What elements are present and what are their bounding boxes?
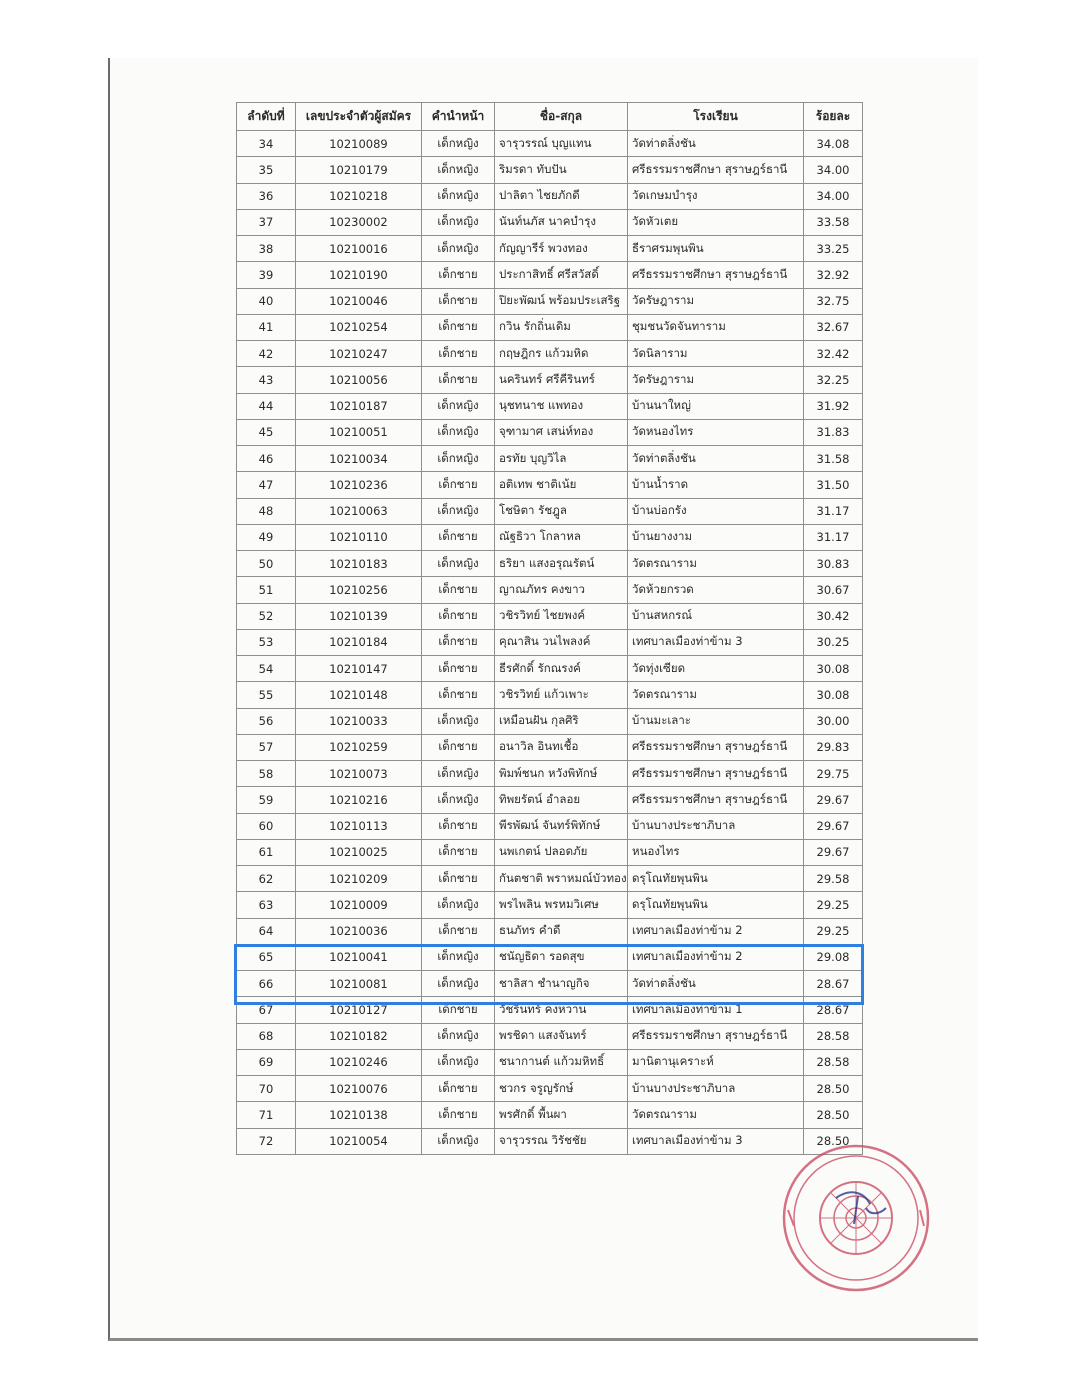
table-row — [237, 524, 863, 550]
highlight-box — [234, 944, 864, 1005]
cell-school: วัดท่าตลิ่งชัน — [628, 131, 804, 157]
cell-school: วัดทุ่งเซียด — [628, 656, 804, 682]
cell-applicant-id: 10210246 — [296, 1049, 422, 1075]
cell-percent: 30.00 — [804, 708, 863, 734]
table-row — [237, 1049, 863, 1075]
cell-order: 57 — [237, 734, 296, 760]
cell-order: 52 — [237, 603, 296, 629]
table-row — [237, 498, 863, 524]
cell-percent: 29.25 — [804, 918, 863, 944]
cell-full-name: พีรพัฒน์ จันทร์พิทักษ์ — [495, 813, 628, 839]
cell-full-name: ธีรศักดิ์ รักณรงค์ — [495, 656, 628, 682]
cell-order: 56 — [237, 708, 296, 734]
cell-school: วัดห้วยกรวด — [628, 577, 804, 603]
cell-order: 59 — [237, 787, 296, 813]
cell-school: หนองไทร — [628, 839, 804, 865]
cell-school: บ้านสหกรณ์ — [628, 603, 804, 629]
cell-applicant-id: 10210110 — [296, 524, 422, 550]
cell-percent: 29.75 — [804, 761, 863, 787]
cell-school: มานิตานุเคราะห์ — [628, 1049, 804, 1075]
cell-applicant-id: 10210051 — [296, 419, 422, 445]
cell-order: 38 — [237, 236, 296, 262]
table-row — [237, 288, 863, 314]
cell-prefix: เด็กหญิง — [422, 892, 495, 918]
cell-order: 42 — [237, 341, 296, 367]
cell-full-name: ญาณภัทร คงขาว — [495, 577, 628, 603]
cell-full-name: ชนากานต์ แก้วมหิทธิ์ — [495, 1049, 628, 1075]
cell-applicant-id: 10210179 — [296, 157, 422, 183]
cell-order: 50 — [237, 551, 296, 577]
header-order: ลำดับที่ — [237, 103, 296, 131]
cell-full-name: ชวกร จรูญรักษ์ — [495, 1076, 628, 1102]
cell-school: เทศบาลเมืองท่าข้าม 3 — [628, 629, 804, 655]
cell-order: 48 — [237, 498, 296, 524]
table-row — [237, 157, 863, 183]
cell-applicant-id: 10210216 — [296, 787, 422, 813]
cell-order: 35 — [237, 157, 296, 183]
cell-full-name: อรทัย บุญวิไล — [495, 446, 628, 472]
cell-school: ศรีธรรมราชศึกษา สุราษฎร์ธานี — [628, 1023, 804, 1049]
cell-percent: 30.42 — [804, 603, 863, 629]
cell-prefix: เด็กหญิง — [422, 1023, 495, 1049]
cell-order: 45 — [237, 419, 296, 445]
table-row — [237, 236, 863, 262]
table-row — [237, 918, 863, 944]
cell-full-name: จุฑามาศ เสน่ห์ทอง — [495, 419, 628, 445]
cell-school: วัดตรณาราม — [628, 1102, 804, 1128]
cell-prefix: เด็กชาย — [422, 1102, 495, 1128]
cell-prefix: เด็กชาย — [422, 1076, 495, 1102]
cell-prefix: เด็กหญิง — [422, 551, 495, 577]
cell-order: 66 — [237, 971, 296, 997]
table-row — [237, 708, 863, 734]
cell-school: วัดนิลาราม — [628, 341, 804, 367]
cell-prefix: เด็กชาย — [422, 656, 495, 682]
cell-prefix: เด็กชาย — [422, 524, 495, 550]
cell-full-name: นันท์นภัส นาคบำรุง — [495, 209, 628, 235]
cell-applicant-id: 10210063 — [296, 498, 422, 524]
cell-prefix: เด็กชาย — [422, 918, 495, 944]
cell-prefix: เด็กหญิง — [422, 498, 495, 524]
table-row — [237, 1076, 863, 1102]
cell-applicant-id: 10210033 — [296, 708, 422, 734]
cell-school: ดรุโณทัยพุนพิน — [628, 892, 804, 918]
cell-order: 37 — [237, 209, 296, 235]
cell-applicant-id: 10210190 — [296, 262, 422, 288]
cell-percent: 28.67 — [804, 971, 863, 997]
cell-applicant-id: 10210073 — [296, 761, 422, 787]
cell-school: เทศบาลเมืองท่าข้าม 3 — [628, 1128, 804, 1154]
cell-percent: 34.00 — [804, 183, 863, 209]
header-school: โรงเรียน — [628, 103, 804, 131]
cell-school: บ้านบางประชาภิบาล — [628, 1076, 804, 1102]
cell-applicant-id: 10210046 — [296, 288, 422, 314]
cell-order: 63 — [237, 892, 296, 918]
cell-full-name: ทิพยรัตน์ อำลอย — [495, 787, 628, 813]
cell-prefix: เด็กชาย — [422, 629, 495, 655]
cell-applicant-id: 10210025 — [296, 839, 422, 865]
cell-percent: 33.58 — [804, 209, 863, 235]
cell-prefix: เด็กชาย — [422, 341, 495, 367]
cell-prefix: เด็กหญิง — [422, 761, 495, 787]
header-percent: ร้อยละ — [804, 103, 863, 131]
cell-applicant-id: 10210182 — [296, 1023, 422, 1049]
cell-applicant-id: 10210036 — [296, 918, 422, 944]
cell-full-name: อติเทพ ชาติเน้ย — [495, 472, 628, 498]
cell-percent: 29.83 — [804, 734, 863, 760]
cell-order: 55 — [237, 682, 296, 708]
cell-prefix: เด็กหญิง — [422, 183, 495, 209]
cell-applicant-id: 10210187 — [296, 393, 422, 419]
cell-full-name: วัชรินทร์ คงหวาน — [495, 997, 628, 1023]
cell-percent: 30.08 — [804, 656, 863, 682]
cell-full-name: โชษิตา รัชฎูล — [495, 498, 628, 524]
cell-order: 69 — [237, 1049, 296, 1075]
cell-school: วัดหนองไทร — [628, 419, 804, 445]
cell-applicant-id: 10210183 — [296, 551, 422, 577]
cell-school: ดรุโณทัยพุนพิน — [628, 866, 804, 892]
school-seal-stamp — [770, 1138, 940, 1298]
cell-applicant-id: 10210139 — [296, 603, 422, 629]
cell-full-name: พิมพ์ชนก หวังพิทักษ์ — [495, 761, 628, 787]
table-row — [237, 787, 863, 813]
cell-percent: 29.67 — [804, 839, 863, 865]
cell-percent: 28.50 — [804, 1128, 863, 1154]
cell-percent: 30.25 — [804, 629, 863, 655]
cell-order: 39 — [237, 262, 296, 288]
table-row — [237, 262, 863, 288]
cell-school: ชุมชนวัดจันทาราม — [628, 314, 804, 340]
cell-percent: 32.75 — [804, 288, 863, 314]
header-full-name: ชื่อ-สกุล — [495, 103, 628, 131]
cell-school: ศรีธรรมราชศึกษา สุราษฎร์ธานี — [628, 262, 804, 288]
cell-applicant-id: 10210076 — [296, 1076, 422, 1102]
cell-applicant-id: 10210256 — [296, 577, 422, 603]
cell-percent: 29.67 — [804, 787, 863, 813]
cell-percent: 31.17 — [804, 498, 863, 524]
header-prefix: คำนำหน้า — [422, 103, 495, 131]
cell-applicant-id: 10210054 — [296, 1128, 422, 1154]
cell-full-name: กวิน รักถิ่นเดิม — [495, 314, 628, 340]
cell-order: 70 — [237, 1076, 296, 1102]
cell-order: 71 — [237, 1102, 296, 1128]
cell-percent: 31.17 — [804, 524, 863, 550]
cell-prefix: เด็กหญิง — [422, 971, 495, 997]
table-row — [237, 813, 863, 839]
table-row — [237, 393, 863, 419]
table-row — [237, 734, 863, 760]
cell-applicant-id: 10210089 — [296, 131, 422, 157]
cell-school: วัดหัวเตย — [628, 209, 804, 235]
cell-prefix: เด็กหญิง — [422, 393, 495, 419]
cell-applicant-id: 10210147 — [296, 656, 422, 682]
cell-school: ศรีธรรมราชศึกษา สุราษฎร์ธานี — [628, 761, 804, 787]
cell-percent: 28.58 — [804, 1049, 863, 1075]
cell-prefix: เด็กหญิง — [422, 209, 495, 235]
table-row — [237, 1128, 863, 1154]
cell-percent: 30.08 — [804, 682, 863, 708]
cell-order: 41 — [237, 314, 296, 340]
cell-order: 54 — [237, 656, 296, 682]
table-row — [237, 761, 863, 787]
cell-applicant-id: 10210056 — [296, 367, 422, 393]
table-row — [237, 682, 863, 708]
cell-percent: 32.42 — [804, 341, 863, 367]
cell-school: บ้านบ่อกรัง — [628, 498, 804, 524]
cell-percent: 29.25 — [804, 892, 863, 918]
table-row — [237, 314, 863, 340]
cell-applicant-id: 10210009 — [296, 892, 422, 918]
cell-applicant-id: 10210236 — [296, 472, 422, 498]
cell-order: 72 — [237, 1128, 296, 1154]
cell-percent: 31.83 — [804, 419, 863, 445]
cell-full-name: พรชิดา แสงจันทร์ — [495, 1023, 628, 1049]
cell-prefix: เด็กหญิง — [422, 131, 495, 157]
table-row — [237, 629, 863, 655]
table-row — [237, 341, 863, 367]
cell-full-name: อนาวิล อินทเชื้อ — [495, 734, 628, 760]
cell-school: ศรีธรรมราชศึกษา สุราษฎร์ธานี — [628, 157, 804, 183]
cell-order: 46 — [237, 446, 296, 472]
table-row — [237, 577, 863, 603]
cell-full-name: จารุวรรณ วิรัชชัย — [495, 1128, 628, 1154]
cell-school: บ้านมะเลาะ — [628, 708, 804, 734]
cell-prefix: เด็กชาย — [422, 813, 495, 839]
cell-applicant-id: 10210209 — [296, 866, 422, 892]
cell-order: 61 — [237, 839, 296, 865]
cell-school: วัดตรณาราม — [628, 551, 804, 577]
cell-percent: 29.58 — [804, 866, 863, 892]
table-row — [237, 131, 863, 157]
cell-full-name: ณัฐธิวา โกลาหล — [495, 524, 628, 550]
cell-school: วัดเกษมบำรุง — [628, 183, 804, 209]
cell-full-name: จารุวรรณ์ บุญแทน — [495, 131, 628, 157]
cell-prefix: เด็กชาย — [422, 603, 495, 629]
cell-school: เทศบาลเมืองท่าข้าม 2 — [628, 944, 804, 970]
table-row — [237, 656, 863, 682]
cell-order: 36 — [237, 183, 296, 209]
cell-full-name: นุชทนาช แพทอง — [495, 393, 628, 419]
cell-full-name: พรไพลิน พรหมวิเศษ — [495, 892, 628, 918]
cell-applicant-id: 10210218 — [296, 183, 422, 209]
cell-full-name: พรศักดิ์ พื้นผา — [495, 1102, 628, 1128]
cell-percent: 31.50 — [804, 472, 863, 498]
cell-percent: 31.92 — [804, 393, 863, 419]
cell-percent: 30.83 — [804, 551, 863, 577]
cell-order: 49 — [237, 524, 296, 550]
cell-percent: 33.25 — [804, 236, 863, 262]
cell-full-name: กฤษฎิกร แก้วมหิด — [495, 341, 628, 367]
cell-percent: 32.25 — [804, 367, 863, 393]
cell-percent: 32.92 — [804, 262, 863, 288]
cell-full-name: ธนภัทร คำดี — [495, 918, 628, 944]
cell-prefix: เด็กหญิง — [422, 419, 495, 445]
cell-order: 43 — [237, 367, 296, 393]
cell-school: ศรีธรรมราชศึกษา สุราษฎร์ธานี — [628, 734, 804, 760]
cell-full-name: นครินทร์ ศรีคีรินทร์ — [495, 367, 628, 393]
cell-full-name: คุณาสิน วนไพลงค์ — [495, 629, 628, 655]
table-row — [237, 839, 863, 865]
table-row — [237, 1102, 863, 1128]
cell-prefix: เด็กหญิง — [422, 157, 495, 183]
table-row — [237, 866, 863, 892]
cell-order: 53 — [237, 629, 296, 655]
cell-school: วัดท่าตลิ่งชัน — [628, 971, 804, 997]
cell-percent: 34.00 — [804, 157, 863, 183]
cell-percent: 28.50 — [804, 1076, 863, 1102]
cell-prefix: เด็กหญิง — [422, 446, 495, 472]
cell-order: 62 — [237, 866, 296, 892]
cell-full-name: ปาลิตา ไชยภักดี — [495, 183, 628, 209]
cell-prefix: เด็กชาย — [422, 367, 495, 393]
cell-order: 65 — [237, 944, 296, 970]
table-row — [237, 209, 863, 235]
cell-full-name: ปิยะพัฒน์ พร้อมประเสริฐ — [495, 288, 628, 314]
cell-full-name: ธริยา แสงอรุณรัตน์ — [495, 551, 628, 577]
table-row — [237, 367, 863, 393]
cell-prefix: เด็กชาย — [422, 682, 495, 708]
table-row — [237, 551, 863, 577]
cell-full-name: กัญญารีร์ พวงทอง — [495, 236, 628, 262]
cell-applicant-id: 10210127 — [296, 997, 422, 1023]
cell-full-name: ประกาสิทธิ์ ศรีสวัสดิ์ — [495, 262, 628, 288]
cell-school: บ้านบางประชาภิบาล — [628, 813, 804, 839]
cell-school: ธีราศรมพุนพิน — [628, 236, 804, 262]
cell-applicant-id: 10210081 — [296, 971, 422, 997]
cell-prefix: เด็กชาย — [422, 262, 495, 288]
cell-school: บ้านน้ำราด — [628, 472, 804, 498]
cell-school: เทศบาลเมืองท่าข้าม 1 — [628, 997, 804, 1023]
cell-percent: 29.08 — [804, 944, 863, 970]
cell-full-name: ริมรดา ทับปัน — [495, 157, 628, 183]
cell-prefix: เด็กหญิง — [422, 944, 495, 970]
table-row — [237, 892, 863, 918]
cell-prefix: เด็กชาย — [422, 734, 495, 760]
cell-order: 51 — [237, 577, 296, 603]
table-row — [237, 472, 863, 498]
cell-prefix: เด็กชาย — [422, 866, 495, 892]
cell-applicant-id: 10210113 — [296, 813, 422, 839]
cell-order: 47 — [237, 472, 296, 498]
cell-percent: 28.50 — [804, 1102, 863, 1128]
cell-full-name: ชาลิสา ชำนาญกิจ — [495, 971, 628, 997]
cell-applicant-id: 10210041 — [296, 944, 422, 970]
table-row — [237, 419, 863, 445]
cell-full-name: กันตชาติ พราหมณ์บัวทอง — [495, 866, 628, 892]
cell-prefix: เด็กชาย — [422, 288, 495, 314]
cell-percent: 31.58 — [804, 446, 863, 472]
cell-full-name: นพเกตน์ ปลอดภัย — [495, 839, 628, 865]
cell-percent: 34.08 — [804, 131, 863, 157]
cell-school: ศรีธรรมราชศึกษา สุราษฎร์ธานี — [628, 787, 804, 813]
cell-prefix: เด็กชาย — [422, 472, 495, 498]
cell-prefix: เด็กชาย — [422, 997, 495, 1023]
cell-school: วัดรัษฎาราม — [628, 288, 804, 314]
cell-applicant-id: 10210034 — [296, 446, 422, 472]
cell-prefix: เด็กหญิง — [422, 236, 495, 262]
table-row — [237, 1023, 863, 1049]
cell-full-name: วชิรวิทย์ ไชยพงค์ — [495, 603, 628, 629]
cell-prefix: เด็กหญิง — [422, 787, 495, 813]
cell-percent: 28.67 — [804, 997, 863, 1023]
cell-percent: 30.67 — [804, 577, 863, 603]
cell-school: บ้านยางงาม — [628, 524, 804, 550]
cell-prefix: เด็กหญิง — [422, 1049, 495, 1075]
cell-order: 67 — [237, 997, 296, 1023]
cell-school: วัดตรณาราม — [628, 682, 804, 708]
cell-percent: 28.58 — [804, 1023, 863, 1049]
cell-applicant-id: 10230002 — [296, 209, 422, 235]
cell-order: 68 — [237, 1023, 296, 1049]
cell-applicant-id: 10210184 — [296, 629, 422, 655]
cell-school: เทศบาลเมืองท่าข้าม 2 — [628, 918, 804, 944]
cell-prefix: เด็กชาย — [422, 314, 495, 340]
cell-full-name: วชิรวิทย์ แก้วเพาะ — [495, 682, 628, 708]
cell-prefix: เด็กหญิง — [422, 1128, 495, 1154]
cell-order: 34 — [237, 131, 296, 157]
cell-applicant-id: 10210016 — [296, 236, 422, 262]
cell-prefix: เด็กชาย — [422, 839, 495, 865]
cell-school: วัดท่าตลิ่งชัน — [628, 446, 804, 472]
cell-order: 40 — [237, 288, 296, 314]
cell-applicant-id: 10210138 — [296, 1102, 422, 1128]
cell-school: บ้านนาใหญ่ — [628, 393, 804, 419]
table-row — [237, 446, 863, 472]
cell-applicant-id: 10210247 — [296, 341, 422, 367]
cell-order: 44 — [237, 393, 296, 419]
cell-order: 58 — [237, 761, 296, 787]
cell-percent: 32.67 — [804, 314, 863, 340]
table-row — [237, 183, 863, 209]
cell-order: 60 — [237, 813, 296, 839]
cell-prefix: เด็กหญิง — [422, 708, 495, 734]
table-row — [237, 603, 863, 629]
cell-full-name: เหมือนฝัน กุลศิริ — [495, 708, 628, 734]
header-applicant-id: เลขประจำตัวผู้สมัคร — [296, 103, 422, 131]
cell-percent: 29.67 — [804, 813, 863, 839]
cell-order: 64 — [237, 918, 296, 944]
cell-applicant-id: 10210148 — [296, 682, 422, 708]
table-header-row — [237, 103, 863, 131]
cell-prefix: เด็กชาย — [422, 577, 495, 603]
cell-applicant-id: 10210259 — [296, 734, 422, 760]
cell-applicant-id: 10210254 — [296, 314, 422, 340]
cell-full-name: ชนัญธิดา รอดสุข — [495, 944, 628, 970]
cell-school: วัดรัษฎาราม — [628, 367, 804, 393]
